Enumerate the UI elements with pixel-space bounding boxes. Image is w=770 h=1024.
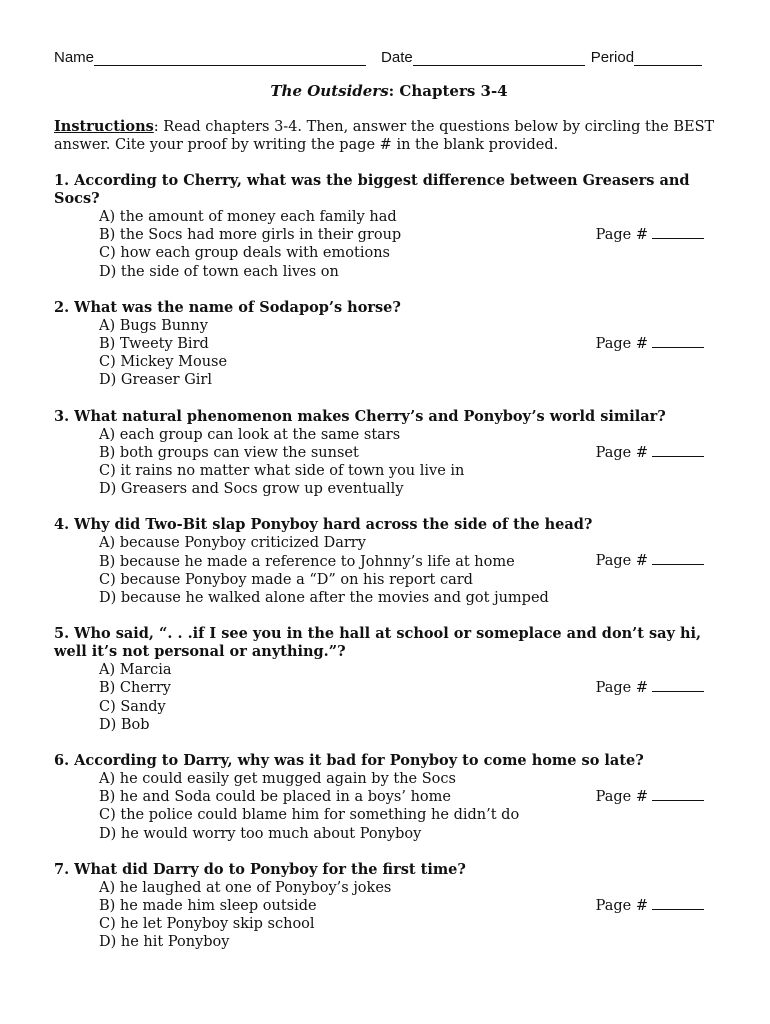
- question-6: [54, 752, 724, 843]
- answer-choice[interactable]: B) the Socs had more girls in their group: [99, 227, 402, 244]
- worksheet: [54, 44, 724, 952]
- answer-choice[interactable]: B) Tweety Bird: [99, 336, 209, 353]
- answer-choice[interactable]: C) it rains no matter what side of town you live in: [99, 463, 465, 480]
- instructions: [54, 118, 724, 154]
- instructions-text: : Read chapters 3-4. Then, answer the questions below by circling the BEST answer. Cite your proof by writing the page # in the blank provided.: [54, 119, 715, 153]
- answer-choices: [99, 534, 724, 607]
- page-number-field[interactable]: [596, 335, 704, 352]
- question-text: 7. What did Darry do to Ponyboy for the first time?: [54, 860, 466, 878]
- answer-choice[interactable]: D) because he walked alone after the movies and got jumped: [99, 590, 549, 607]
- page-number-field[interactable]: [596, 679, 704, 696]
- answer-choice[interactable]: D) Bob: [99, 716, 150, 733]
- question-5: [54, 625, 724, 734]
- page-blank[interactable]: [652, 552, 704, 565]
- answer-choice[interactable]: D) he would worry too much about Ponyboy: [99, 825, 422, 842]
- answer-choices: [99, 426, 724, 499]
- page-label: Page #: [595, 789, 648, 806]
- answer-choice[interactable]: A) he laughed at one of Ponyboy’s jokes: [99, 879, 392, 896]
- answer-choice[interactable]: C) the police could blame him for something he didn’t do: [99, 807, 520, 824]
- answer-choice[interactable]: B) he and Soda could be placed in a boys’ home: [99, 789, 451, 806]
- page-label: Page #: [595, 227, 648, 243]
- question-1: [54, 172, 724, 281]
- name-label: Name: [54, 49, 95, 66]
- answer-choices: [99, 770, 724, 843]
- name-blank: [94, 51, 366, 66]
- page-number-field[interactable]: [596, 788, 704, 805]
- answer-choice[interactable]: B) Cherry: [99, 680, 171, 697]
- chapter-range: : Chapters 3-4: [388, 82, 508, 100]
- answer-choice[interactable]: C) he let Ponyboy skip school: [99, 916, 315, 933]
- answer-choice[interactable]: D) Greaser Girl: [99, 372, 212, 389]
- answer-choices: [99, 879, 724, 952]
- answer-choice[interactable]: C) Mickey Mouse: [99, 354, 228, 371]
- book-title: The Outsiders: [270, 82, 389, 100]
- answer-choice[interactable]: C) Sandy: [99, 698, 166, 715]
- question-text: 4. Why did Two-Bit slap Ponyboy hard across the side of the head?: [54, 516, 593, 534]
- page-blank[interactable]: [652, 444, 704, 457]
- answer-choices: [99, 317, 724, 390]
- page-label: Page #: [595, 680, 648, 697]
- answer-choice[interactable]: C) how each group deals with emotions: [99, 245, 390, 262]
- answer-choice[interactable]: A) he could easily get mugged again by the Socs: [99, 771, 456, 788]
- page-number-field[interactable]: [596, 552, 704, 569]
- period-blank: [634, 51, 702, 66]
- period-label: Period: [590, 49, 635, 66]
- answer-choice[interactable]: A) because Ponyboy criticized Darry: [99, 535, 366, 552]
- answer-choice[interactable]: A) Marcia: [99, 662, 172, 679]
- date-blank: [413, 51, 585, 66]
- question-text: 2. What was the name of Sodapop’s horse?: [54, 298, 401, 316]
- page-label: Page #: [595, 553, 648, 570]
- answer-choice[interactable]: B) he made him sleep outside: [99, 898, 317, 915]
- answer-choice[interactable]: D) Greasers and Socs grow up eventually: [99, 481, 404, 498]
- question-4: [54, 516, 724, 607]
- date-label: Date: [381, 49, 413, 66]
- question-text: 6. According to Darry, why was it bad for Ponyboy to come home so late?: [54, 752, 644, 770]
- question-text: 1. According to Cherry, what was the biggest difference between Greasers and Socs?: [54, 172, 690, 207]
- page-title: [54, 82, 724, 100]
- answer-choices: [99, 208, 724, 281]
- question-3: [54, 408, 724, 499]
- page-label: Page #: [595, 444, 648, 461]
- header-fields: [54, 44, 724, 66]
- question-7: [54, 861, 724, 952]
- page-label: Page #: [595, 335, 648, 352]
- question-text: 5. Who said, “. . .if I see you in the hall at school or someplace and don’t say hi, well it’s not personal or anything.”?: [54, 625, 702, 661]
- page-blank[interactable]: [652, 335, 704, 348]
- page-number-field[interactable]: [596, 897, 704, 914]
- page-label: Page #: [595, 897, 648, 914]
- page-number-field[interactable]: [596, 444, 704, 461]
- answer-choices: [99, 661, 724, 734]
- question-text: 3. What natural phenomenon makes Cherry’s and Ponyboy’s world similar?: [54, 407, 666, 425]
- answer-choice[interactable]: C) because Ponyboy made a “D” on his report card: [99, 571, 473, 588]
- question-2: [54, 299, 724, 390]
- answer-choice[interactable]: B) because he made a reference to Johnny’s life at home: [99, 553, 515, 570]
- answer-choice[interactable]: A) the amount of money each family had: [99, 209, 397, 225]
- answer-choice[interactable]: A) each group can look at the same stars: [99, 426, 401, 443]
- answer-choice[interactable]: B) both groups can view the sunset: [99, 444, 359, 461]
- instructions-label: Instructions: [54, 118, 154, 135]
- question-list: [54, 172, 724, 952]
- answer-choice[interactable]: D) he hit Ponyboy: [99, 934, 230, 951]
- page-blank[interactable]: [652, 679, 704, 692]
- answer-choice[interactable]: A) Bugs Bunny: [99, 317, 208, 334]
- page-blank[interactable]: [652, 226, 704, 239]
- page-blank[interactable]: [652, 788, 704, 801]
- page-number-field[interactable]: [596, 226, 704, 243]
- answer-choice[interactable]: D) the side of town each lives on: [99, 263, 339, 280]
- page-blank[interactable]: [652, 897, 704, 910]
